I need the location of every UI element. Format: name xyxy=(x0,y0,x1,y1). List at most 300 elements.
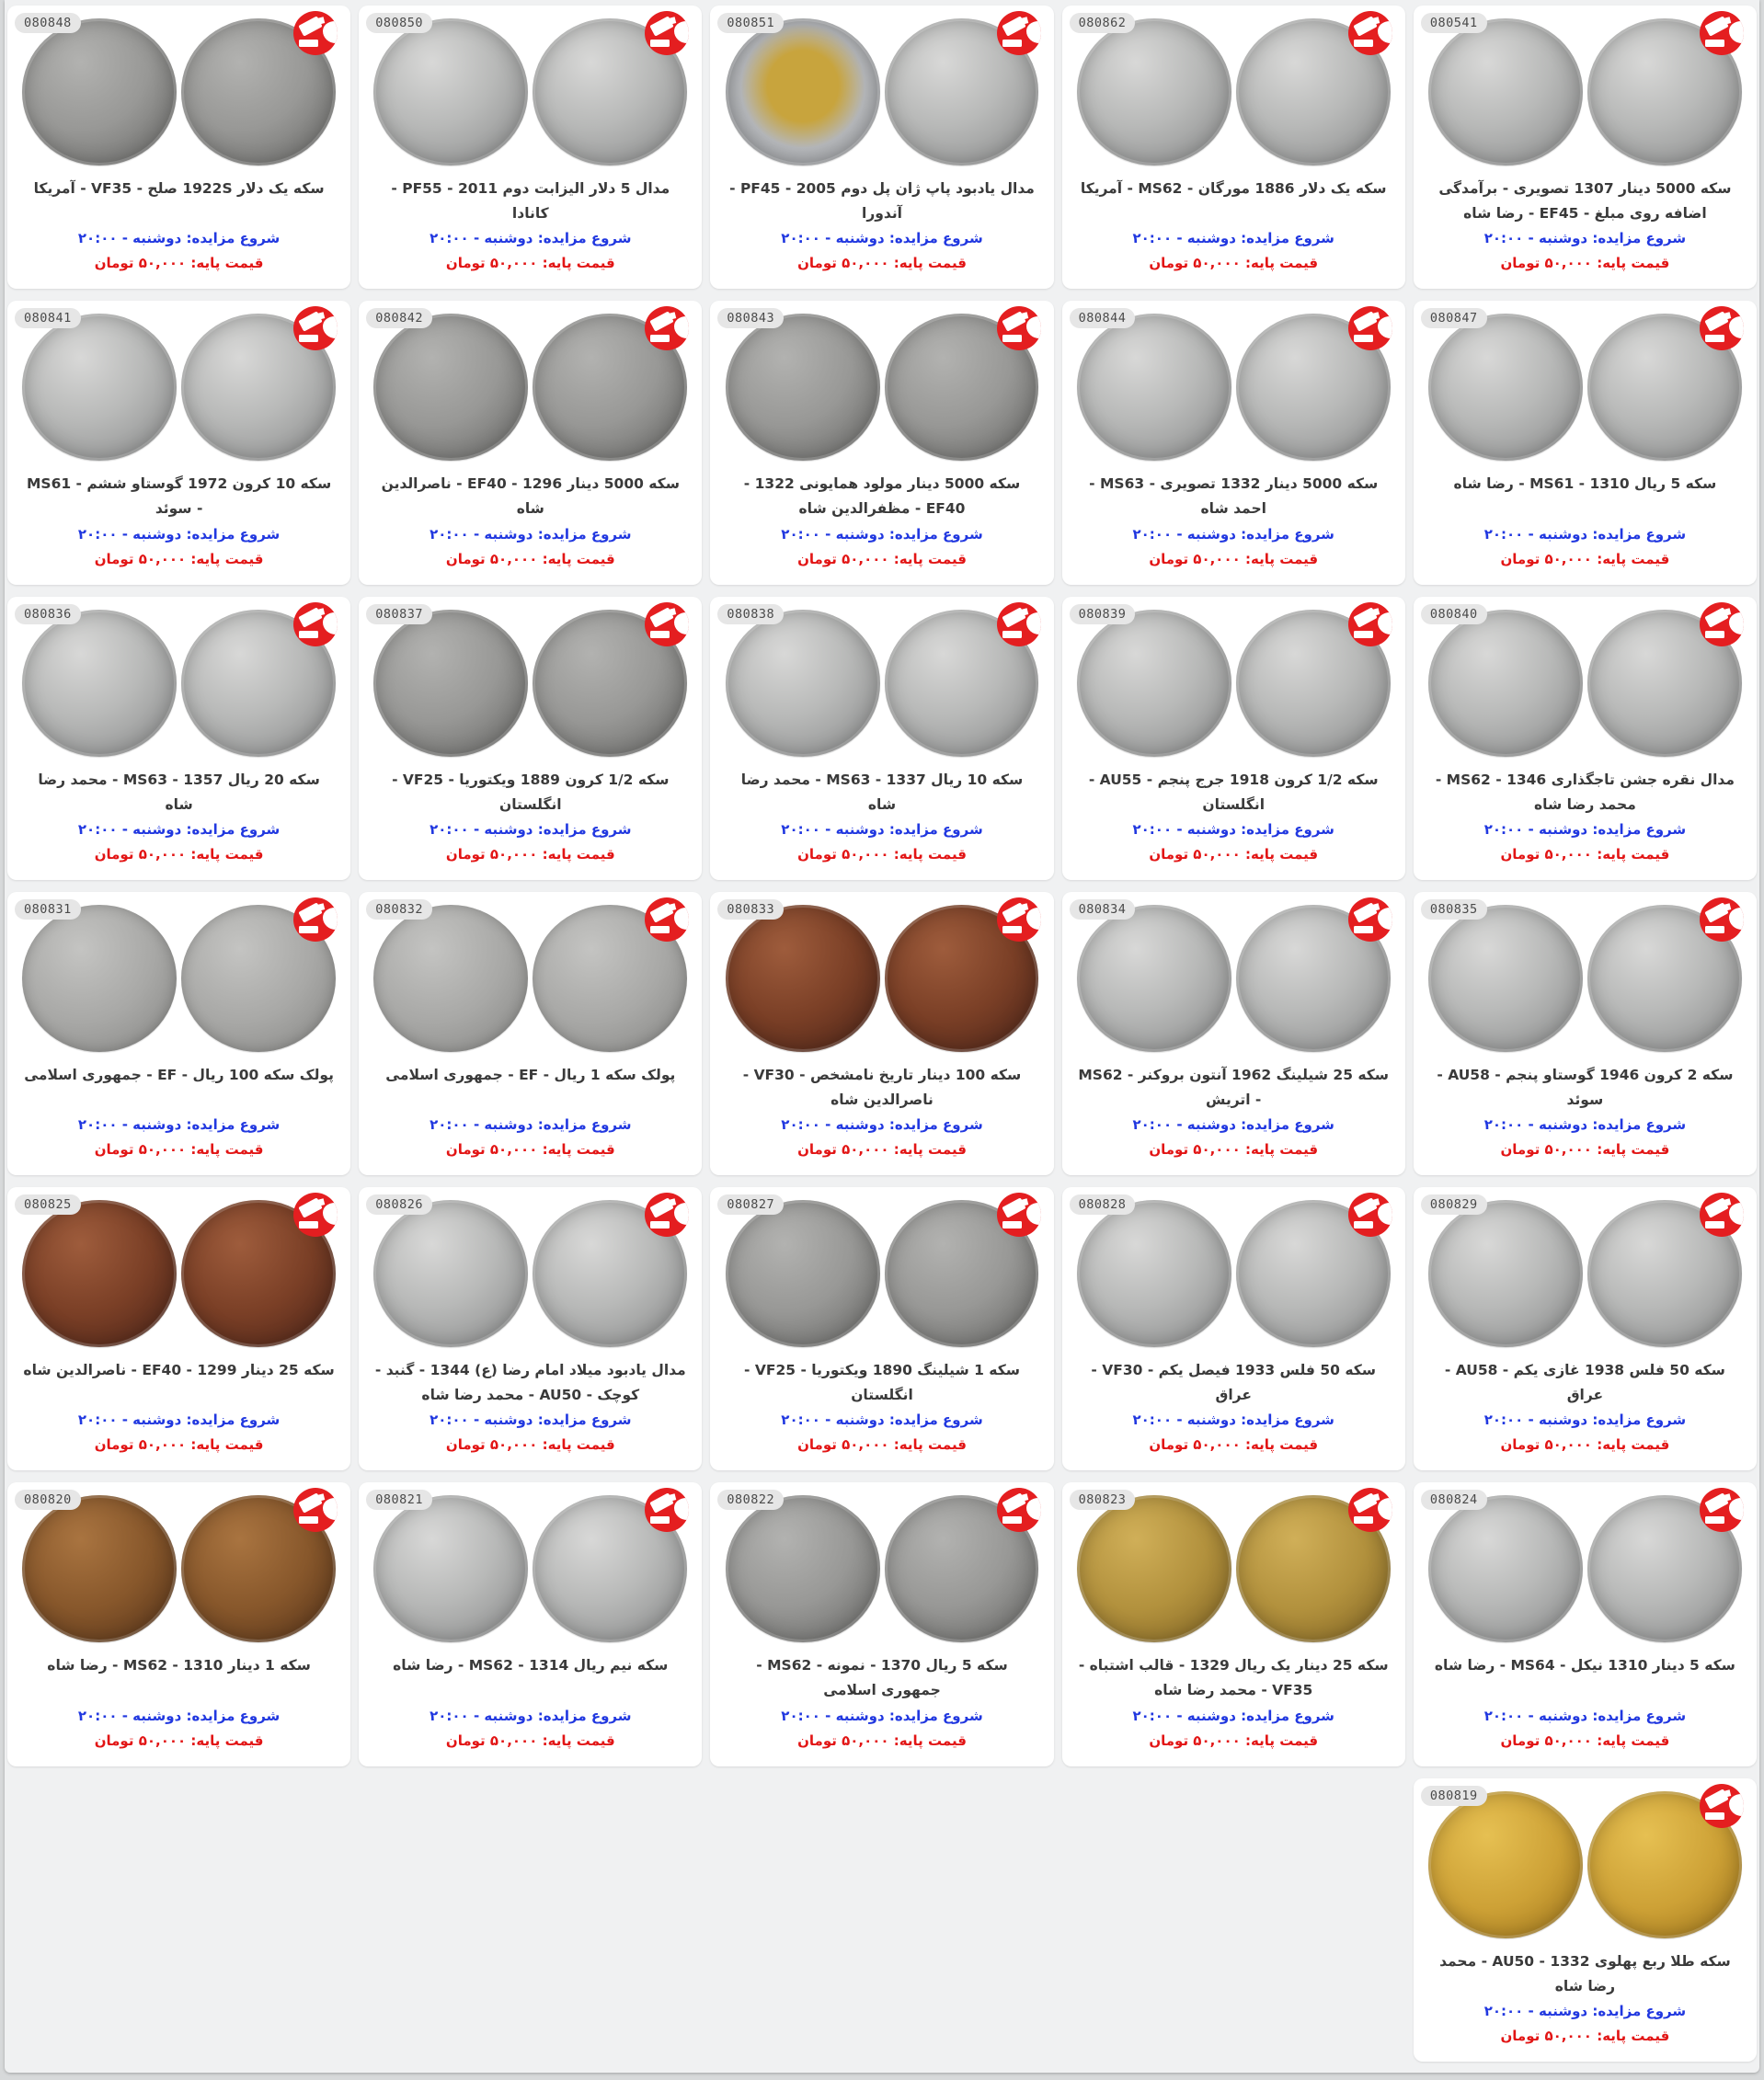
gavel-icon xyxy=(1002,16,1025,36)
auction-start-text: شروع مزایده: دوشنبه - ۲۰:۰۰ xyxy=(781,1116,983,1133)
auction-start-text: شروع مزایده: دوشنبه - ۲۰:۰۰ xyxy=(430,820,632,838)
gavel-base-icon xyxy=(650,335,670,342)
lot-code-badge: 080836 xyxy=(15,604,81,624)
map-shape-icon xyxy=(1729,1498,1744,1520)
gavel-base-icon xyxy=(650,1516,670,1524)
coin-image-obverse xyxy=(1428,1200,1583,1347)
lot-title: سکه 20 ریال 1357 - MS63 - محمد رضا شاه xyxy=(38,771,320,813)
auction-start-text: شروع مزایده: دوشنبه - ۲۰:۰۰ xyxy=(1132,820,1334,838)
coin-image-obverse xyxy=(22,1200,177,1347)
auction-lot-card[interactable] xyxy=(7,6,350,289)
coin-image-obverse xyxy=(1077,1495,1231,1642)
gavel-icon xyxy=(1002,312,1025,332)
coin-image-obverse xyxy=(1428,610,1583,757)
auction-logo-icon xyxy=(1700,602,1744,646)
base-price-text: قیمت پایه: ۵۰,۰۰۰ تومان xyxy=(1500,1141,1670,1158)
lot-code-badge: 080842 xyxy=(366,308,432,328)
auction-logo-icon xyxy=(997,1488,1041,1532)
base-price-text: قیمت پایه: ۵۰,۰۰۰ تومان xyxy=(445,550,615,567)
gavel-base-icon xyxy=(299,631,318,638)
lot-code-badge: 080833 xyxy=(717,899,784,920)
coin-image-obverse xyxy=(1428,1791,1583,1938)
map-shape-icon xyxy=(1378,21,1392,43)
auction-start-text: شروع مزایده: دوشنبه - ۲۰:۰۰ xyxy=(430,1707,632,1724)
lot-title: سکه 50 فلس 1938 غازی یکم - AU58 - عراق xyxy=(1444,1362,1725,1404)
base-price-text: قیمت پایه: ۵۰,۰۰۰ تومان xyxy=(445,1731,615,1749)
auction-lot-card[interactable] xyxy=(1414,597,1757,880)
lot-title: سکه 50 فلس 1933 فیصل یکم - VF30 - عراق xyxy=(1091,1362,1376,1404)
coin-image-obverse xyxy=(726,905,880,1052)
coin-image-obverse xyxy=(1428,18,1583,166)
base-price-text: قیمت پایه: ۵۰,۰۰۰ تومان xyxy=(797,1731,967,1749)
lot-title: سکه 10 کرون 1972 گوستاو ششم - MS61 - سوئد xyxy=(26,475,332,518)
map-shape-icon xyxy=(323,21,338,43)
lot-code-badge: 080840 xyxy=(1421,604,1487,624)
gavel-icon xyxy=(1353,607,1377,627)
auction-lot-card[interactable] xyxy=(1062,597,1405,880)
gavel-base-icon xyxy=(1354,926,1373,933)
base-price-text: قیمت پایه: ۵۰,۰۰۰ تومان xyxy=(1149,255,1319,272)
base-price-text: قیمت پایه: ۵۰,۰۰۰ تومان xyxy=(445,845,615,863)
base-price-text: قیمت پایه: ۵۰,۰۰۰ تومان xyxy=(445,1141,615,1158)
auction-lot-card[interactable] xyxy=(710,1482,1053,1766)
auction-start-text: شروع مزایده: دوشنبه - ۲۰:۰۰ xyxy=(77,1411,281,1429)
gavel-base-icon xyxy=(1354,1221,1373,1229)
map-shape-icon xyxy=(1026,1498,1041,1520)
auction-logo-icon xyxy=(1348,602,1392,646)
lot-title: سکه 5 ریال 1370 - نمونه - MS62 - جمهوری اسلامی xyxy=(756,1657,1008,1699)
auction-start-text: شروع مزایده: دوشنبه - ۲۰:۰۰ xyxy=(77,1116,281,1133)
gavel-base-icon xyxy=(1705,926,1724,933)
auction-logo-icon xyxy=(1700,1488,1744,1532)
map-shape-icon xyxy=(1378,908,1392,930)
auction-lot-card[interactable] xyxy=(359,1187,702,1470)
lot-code-badge: 080837 xyxy=(366,604,432,624)
gavel-icon xyxy=(298,16,322,36)
lot-code-badge: 080829 xyxy=(1421,1194,1487,1215)
lot-code-badge: 080835 xyxy=(1421,899,1487,920)
auction-start-text: شروع مزایده: دوشنبه - ۲۰:۰۰ xyxy=(1483,525,1687,543)
auction-lot-card[interactable] xyxy=(1414,301,1757,584)
auction-lot-card[interactable] xyxy=(1062,1187,1405,1470)
gavel-icon xyxy=(1353,312,1377,332)
base-price-text: قیمت پایه: ۵۰,۰۰۰ تومان xyxy=(1500,1731,1670,1749)
map-shape-icon xyxy=(1729,1203,1744,1225)
lot-title: سکه 5000 دینار 1296 - EF40 - ناصرالدین شاه xyxy=(381,475,680,518)
gavel-base-icon xyxy=(1354,335,1373,342)
base-price-text: قیمت پایه: ۵۰,۰۰۰ تومان xyxy=(1149,550,1319,567)
auction-start-text: شروع مزایده: دوشنبه - ۲۰:۰۰ xyxy=(1132,230,1334,247)
gavel-base-icon xyxy=(1002,335,1022,342)
gavel-base-icon xyxy=(299,926,318,933)
map-shape-icon xyxy=(323,1498,338,1520)
lot-title: سکه 5000 دینار 1332 تصویری - MS63 - احمد شاه xyxy=(1089,475,1379,518)
lot-code-badge: 080841 xyxy=(15,308,81,328)
auction-lot-card[interactable] xyxy=(359,1482,702,1766)
lot-title: سکه یک دلار 1886 مورگان - MS62 - آمریکا xyxy=(1080,180,1387,197)
auction-lot-card[interactable] xyxy=(359,301,702,584)
auction-lot-card[interactable] xyxy=(7,892,350,1175)
auction-start-text: شروع مزایده: دوشنبه - ۲۰:۰۰ xyxy=(781,230,983,247)
base-price-text: قیمت پایه: ۵۰,۰۰۰ تومان xyxy=(1500,255,1670,272)
base-price-text: قیمت پایه: ۵۰,۰۰۰ تومان xyxy=(797,845,967,863)
auction-start-text: شروع مزایده: دوشنبه - ۲۰:۰۰ xyxy=(1132,525,1334,543)
auction-logo-icon xyxy=(293,1193,338,1237)
auction-logo-icon xyxy=(997,602,1041,646)
coin-image-obverse xyxy=(22,314,177,461)
base-price-text: قیمت پایه: ۵۰,۰۰۰ تومان xyxy=(94,845,264,863)
gavel-icon xyxy=(650,902,674,922)
auction-lot-card[interactable] xyxy=(359,892,702,1175)
gavel-base-icon xyxy=(1705,1812,1724,1820)
lot-title: مدال یادبود میلاد امام رضا (ع) 1344 - گنبد - کوچک - AU50 - محمد رضا شاه xyxy=(374,1362,686,1404)
auction-lot-card[interactable] xyxy=(7,301,350,584)
gavel-icon xyxy=(298,1197,322,1217)
auction-logo-icon xyxy=(1700,897,1744,942)
coin-image-obverse xyxy=(22,610,177,757)
gavel-base-icon xyxy=(1705,1516,1724,1524)
map-shape-icon xyxy=(323,908,338,930)
auction-lot-card[interactable] xyxy=(1414,6,1757,289)
auction-start-text: شروع مزایده: دوشنبه - ۲۰:۰۰ xyxy=(781,1411,983,1429)
base-price-text: قیمت پایه: ۵۰,۰۰۰ تومان xyxy=(94,550,264,567)
base-price-text: قیمت پایه: ۵۰,۰۰۰ تومان xyxy=(797,550,967,567)
coin-image-obverse xyxy=(726,314,880,461)
coin-image-obverse xyxy=(726,610,880,757)
base-price-text: قیمت پایه: ۵۰,۰۰۰ تومان xyxy=(94,1141,264,1158)
lot-title: سکه 5 ریال 1310 - MS61 - رضا شاه xyxy=(1453,475,1717,493)
gavel-base-icon xyxy=(299,40,318,47)
lot-code-badge: 080838 xyxy=(717,604,784,624)
lot-title: سکه 1 دینار 1310 - MS62 - رضا شاه xyxy=(47,1657,311,1674)
auction-start-text: شروع مزایده: دوشنبه - ۲۰:۰۰ xyxy=(1483,230,1687,247)
base-price-text: قیمت پایه: ۵۰,۰۰۰ تومان xyxy=(94,1731,264,1749)
lot-title: سکه 25 شیلینگ 1962 آنتون بروکنر - MS62 - اتریش xyxy=(1078,1066,1390,1108)
lot-title: سکه 10 ریال 1337 - MS63 - محمد رضا شاه xyxy=(740,771,1024,813)
base-price-text: قیمت پایه: ۵۰,۰۰۰ تومان xyxy=(445,255,615,272)
auction-logo-icon xyxy=(1348,306,1392,350)
lot-code-badge: 080851 xyxy=(717,13,784,33)
auction-logo-icon xyxy=(1700,1193,1744,1237)
base-price-text: قیمت پایه: ۵۰,۰۰۰ تومان xyxy=(1149,1436,1319,1454)
gavel-base-icon xyxy=(1002,1221,1022,1229)
coin-image-obverse xyxy=(1077,905,1231,1052)
map-shape-icon xyxy=(1026,612,1041,634)
auction-logo-icon xyxy=(1348,1193,1392,1237)
lot-code-badge: 080825 xyxy=(15,1194,81,1215)
auction-start-text: شروع مزایده: دوشنبه - ۲۰:۰۰ xyxy=(1132,1411,1334,1429)
auction-lot-card[interactable] xyxy=(1414,1482,1757,1766)
gavel-icon xyxy=(1704,1493,1728,1514)
auction-lots-grid xyxy=(7,6,1757,2062)
base-price-text: قیمت پایه: ۵۰,۰۰۰ تومان xyxy=(94,255,264,272)
auction-lot-card[interactable] xyxy=(1062,1482,1405,1766)
map-shape-icon xyxy=(1729,316,1744,338)
auction-lot-card[interactable] xyxy=(1414,1187,1757,1470)
auction-logo-icon xyxy=(1348,1488,1392,1532)
auction-start-text: شروع مزایده: دوشنبه - ۲۰:۰۰ xyxy=(1483,820,1687,838)
map-shape-icon xyxy=(1026,1203,1041,1225)
auction-logo-icon xyxy=(293,602,338,646)
auction-lot-card[interactable] xyxy=(1062,892,1405,1175)
gavel-base-icon xyxy=(299,1516,318,1524)
auction-start-text: شروع مزایده: دوشنبه - ۲۰:۰۰ xyxy=(430,525,632,543)
lot-title: سکه یک دلار 1922S صلح - VF35 - آمریکا xyxy=(33,180,325,197)
lot-title: سکه 1 شیلینگ 1890 ویکتوریا - VF25 - انگلستان xyxy=(744,1362,1020,1404)
coin-image-obverse xyxy=(22,1495,177,1642)
auction-lot-card[interactable] xyxy=(7,1482,350,1766)
coin-image-obverse xyxy=(1077,1200,1231,1347)
base-price-text: قیمت پایه: ۵۰,۰۰۰ تومان xyxy=(94,1436,264,1454)
gavel-icon xyxy=(1002,1197,1025,1217)
coin-image-obverse xyxy=(1077,314,1231,461)
gavel-icon xyxy=(1704,1789,1728,1809)
lot-title: سکه 5 دینار 1310 نیکل - MS64 - رضا شاه xyxy=(1434,1657,1735,1674)
gavel-icon xyxy=(1353,1493,1377,1514)
coin-image-obverse xyxy=(373,1200,528,1347)
auction-logo-icon xyxy=(645,897,689,942)
lot-code-badge: 080847 xyxy=(1421,308,1487,328)
base-price-text: قیمت پایه: ۵۰,۰۰۰ تومان xyxy=(1500,2027,1670,2044)
auction-start-text: شروع مزایده: دوشنبه - ۲۰:۰۰ xyxy=(781,525,983,543)
gavel-icon xyxy=(1353,1197,1377,1217)
lot-code-badge: 080834 xyxy=(1070,899,1136,920)
coin-image-obverse xyxy=(726,1200,880,1347)
auction-lot-card[interactable] xyxy=(710,597,1053,880)
lot-code-badge: 080848 xyxy=(15,13,81,33)
auction-start-text: شروع مزایده: دوشنبه - ۲۰:۰۰ xyxy=(1132,1116,1334,1133)
auction-start-text: شروع مزایده: دوشنبه - ۲۰:۰۰ xyxy=(781,820,983,838)
auction-logo-icon xyxy=(997,897,1041,942)
auction-start-text: شروع مزایده: دوشنبه - ۲۰:۰۰ xyxy=(430,1411,632,1429)
gavel-icon xyxy=(650,1493,674,1514)
lot-code-badge: 080831 xyxy=(15,899,81,920)
base-price-text: قیمت پایه: ۵۰,۰۰۰ تومان xyxy=(797,255,967,272)
lot-title: سکه 100 دینار تاریخ نامشخص - VF30 - ناصرالدین شاه xyxy=(742,1066,1022,1108)
auction-start-text: شروع مزایده: دوشنبه - ۲۰:۰۰ xyxy=(781,1707,983,1724)
gavel-icon xyxy=(1704,312,1728,332)
gavel-base-icon xyxy=(650,1221,670,1229)
map-shape-icon xyxy=(323,316,338,338)
gavel-icon xyxy=(650,16,674,36)
gavel-base-icon xyxy=(1002,1516,1022,1524)
listings-panel xyxy=(5,0,1759,2073)
gavel-icon xyxy=(650,312,674,332)
auction-lot-card[interactable] xyxy=(710,301,1053,584)
auction-logo-icon xyxy=(997,11,1041,55)
lot-code-badge: 080819 xyxy=(1421,1786,1487,1806)
map-shape-icon xyxy=(323,1203,338,1225)
gavel-base-icon xyxy=(1705,1221,1724,1229)
gavel-icon xyxy=(650,607,674,627)
base-price-text: قیمت پایه: ۵۰,۰۰۰ تومان xyxy=(797,1436,967,1454)
lot-code-badge: 080832 xyxy=(366,899,432,920)
auction-start-text: شروع مزایده: دوشنبه - ۲۰:۰۰ xyxy=(1483,2002,1687,2019)
coin-image-obverse xyxy=(1077,18,1231,166)
map-shape-icon xyxy=(1378,316,1392,338)
auction-start-text: شروع مزایده: دوشنبه - ۲۰:۰۰ xyxy=(430,1116,632,1133)
coin-image-obverse xyxy=(1428,314,1583,461)
coin-image-obverse xyxy=(1428,1495,1583,1642)
gavel-base-icon xyxy=(1354,40,1373,47)
coin-image-obverse xyxy=(373,18,528,166)
lot-code-badge: 080827 xyxy=(717,1194,784,1215)
auction-lot-card[interactable] xyxy=(1062,301,1405,584)
lot-code-badge: 080821 xyxy=(366,1490,432,1510)
map-shape-icon xyxy=(674,316,689,338)
coin-image-obverse xyxy=(1428,905,1583,1052)
coin-image-obverse xyxy=(1077,610,1231,757)
gavel-base-icon xyxy=(1705,40,1724,47)
lot-code-badge: 080850 xyxy=(366,13,432,33)
auction-start-text: شروع مزایده: دوشنبه - ۲۰:۰۰ xyxy=(77,525,281,543)
base-price-text: قیمت پایه: ۵۰,۰۰۰ تومان xyxy=(797,1141,967,1158)
auction-lot-card[interactable] xyxy=(710,6,1053,289)
gavel-icon xyxy=(298,902,322,922)
auction-lot-card[interactable] xyxy=(7,597,350,880)
auction-start-text: شروع مزایده: دوشنبه - ۲۰:۰۰ xyxy=(77,820,281,838)
map-shape-icon xyxy=(323,612,338,634)
gavel-base-icon xyxy=(1705,335,1724,342)
lot-code-badge: 080843 xyxy=(717,308,784,328)
lot-code-badge: 080828 xyxy=(1070,1194,1136,1215)
lot-code-badge: 080541 xyxy=(1421,13,1487,33)
gavel-icon xyxy=(1704,16,1728,36)
map-shape-icon xyxy=(1026,316,1041,338)
gavel-icon xyxy=(1353,16,1377,36)
coin-image-obverse xyxy=(373,905,528,1052)
gavel-icon xyxy=(1704,902,1728,922)
lot-title: سکه 5000 دینار 1307 تصویری - برآمدگی اضافه روی مبلغ - EF45 - رضا شاه xyxy=(1438,180,1732,223)
gavel-icon xyxy=(1002,607,1025,627)
base-price-text: قیمت پایه: ۵۰,۰۰۰ تومان xyxy=(1500,550,1670,567)
auction-logo-icon xyxy=(645,602,689,646)
gavel-base-icon xyxy=(1002,631,1022,638)
coin-image-obverse xyxy=(373,1495,528,1642)
map-shape-icon xyxy=(674,1498,689,1520)
auction-lot-card[interactable] xyxy=(1062,6,1405,289)
gavel-icon xyxy=(298,1493,322,1514)
gavel-icon xyxy=(1002,1493,1025,1514)
lot-title: سکه 25 دینار یک ریال 1329 - قالب اشتباه - VF35 - محمد رضا شاه xyxy=(1078,1657,1389,1699)
auction-start-text: شروع مزایده: دوشنبه - ۲۰:۰۰ xyxy=(77,1707,281,1724)
auction-lot-card[interactable] xyxy=(1414,892,1757,1175)
coin-image-obverse xyxy=(373,610,528,757)
map-shape-icon xyxy=(674,908,689,930)
map-shape-icon xyxy=(1026,21,1041,43)
lot-title: سکه نیم ریال 1314 - MS62 - رضا شاه xyxy=(393,1657,669,1674)
map-shape-icon xyxy=(1026,908,1041,930)
gavel-base-icon xyxy=(1354,1516,1373,1524)
auction-lot-card[interactable] xyxy=(359,6,702,289)
auction-logo-icon xyxy=(293,11,338,55)
map-shape-icon xyxy=(1378,612,1392,634)
auction-logo-icon xyxy=(997,1193,1041,1237)
gavel-base-icon xyxy=(1002,926,1022,933)
gavel-icon xyxy=(1002,902,1025,922)
gavel-icon xyxy=(1704,607,1728,627)
coin-image-obverse xyxy=(22,905,177,1052)
gavel-base-icon xyxy=(650,926,670,933)
lot-code-badge: 080823 xyxy=(1070,1490,1136,1510)
gavel-base-icon xyxy=(650,40,670,47)
map-shape-icon xyxy=(674,21,689,43)
auction-lot-card[interactable] xyxy=(710,892,1053,1175)
auction-start-text: شروع مزایده: دوشنبه - ۲۰:۰۰ xyxy=(77,230,281,247)
lot-code-badge: 080824 xyxy=(1421,1490,1487,1510)
base-price-text: قیمت پایه: ۵۰,۰۰۰ تومان xyxy=(1149,1141,1319,1158)
map-shape-icon xyxy=(1729,908,1744,930)
lot-title: سکه 5000 دینار مولود همایونی 1322 - EF40 - مظفرالدین شاه xyxy=(743,475,1021,518)
lot-title: سکه 1/2 کرون 1918 جرج پنجم - AU55 - انگلستان xyxy=(1088,771,1379,813)
lot-title: سکه طلا ربع پهلوی 1332 - AU50 - محمد رضا شاه xyxy=(1439,1952,1731,1994)
gavel-icon xyxy=(650,1197,674,1217)
lot-title: سکه 1/2 کرون 1889 ویکتوریا - VF25 - انگلستان xyxy=(392,771,670,813)
auction-logo-icon xyxy=(997,306,1041,350)
gavel-base-icon xyxy=(1705,631,1724,638)
lot-code-badge: 080839 xyxy=(1070,604,1136,624)
gavel-base-icon xyxy=(650,631,670,638)
base-price-text: قیمت پایه: ۵۰,۰۰۰ تومان xyxy=(1149,1731,1319,1749)
auction-logo-icon xyxy=(1700,306,1744,350)
base-price-text: قیمت پایه: ۵۰,۰۰۰ تومان xyxy=(445,1436,615,1454)
map-shape-icon xyxy=(1729,21,1744,43)
auction-logo-icon xyxy=(1700,11,1744,55)
auction-start-text: شروع مزایده: دوشنبه - ۲۰:۰۰ xyxy=(1483,1116,1687,1133)
lot-title: مدال 5 دلار الیزابت دوم 2011 - PF55 - کانادا xyxy=(391,180,670,223)
gavel-icon xyxy=(1353,902,1377,922)
lot-title: پولک سکه 100 ریال - EF - جمهوری اسلامی xyxy=(24,1066,334,1083)
gavel-base-icon xyxy=(299,1221,318,1229)
lot-code-badge: 080862 xyxy=(1070,13,1136,33)
map-shape-icon xyxy=(674,1203,689,1225)
base-price-text: قیمت پایه: ۵۰,۰۰۰ تومان xyxy=(1149,845,1319,863)
gavel-base-icon xyxy=(1002,40,1022,47)
lot-code-badge: 080820 xyxy=(15,1490,81,1510)
map-shape-icon xyxy=(1729,612,1744,634)
auction-lot-card[interactable] xyxy=(1414,1778,1757,2062)
map-shape-icon xyxy=(1729,1794,1744,1816)
lot-code-badge: 080844 xyxy=(1070,308,1136,328)
base-price-text: قیمت پایه: ۵۰,۰۰۰ تومان xyxy=(1500,1436,1670,1454)
coin-image-obverse xyxy=(726,18,880,166)
auction-start-text: شروع مزایده: دوشنبه - ۲۰:۰۰ xyxy=(1132,1707,1334,1724)
auction-start-text: شروع مزایده: دوشنبه - ۲۰:۰۰ xyxy=(1483,1707,1687,1724)
gavel-icon xyxy=(298,312,322,332)
auction-lot-card[interactable] xyxy=(7,1187,350,1470)
coin-image-obverse xyxy=(726,1495,880,1642)
map-shape-icon xyxy=(1378,1498,1392,1520)
auction-start-text: شروع مزایده: دوشنبه - ۲۰:۰۰ xyxy=(1483,1411,1687,1429)
auction-logo-icon xyxy=(1348,11,1392,55)
coin-image-obverse xyxy=(22,18,177,166)
lot-code-badge: 080826 xyxy=(366,1194,432,1215)
auction-start-text: شروع مزایده: دوشنبه - ۲۰:۰۰ xyxy=(430,230,632,247)
lot-title: سکه 2 کرون 1946 گوستاو پنجم - AU58 - سوئد xyxy=(1437,1066,1734,1108)
coin-image-obverse xyxy=(373,314,528,461)
auction-lot-card[interactable] xyxy=(359,597,702,880)
base-price-text: قیمت پایه: ۵۰,۰۰۰ تومان xyxy=(1500,845,1670,863)
map-shape-icon xyxy=(1378,1203,1392,1225)
lot-code-badge: 080822 xyxy=(717,1490,784,1510)
auction-logo-icon xyxy=(1348,897,1392,942)
auction-lot-card[interactable] xyxy=(710,1187,1053,1470)
lot-title: سکه 25 دینار 1299 - EF40 - ناصرالدین شاه xyxy=(23,1362,335,1378)
lot-title: مدال نقره جشن تاجگذاری 1346 - MS62 - محمد رضا شاه xyxy=(1435,771,1735,813)
gavel-icon xyxy=(298,607,322,627)
gavel-base-icon xyxy=(1354,631,1373,638)
gavel-icon xyxy=(1704,1197,1728,1217)
